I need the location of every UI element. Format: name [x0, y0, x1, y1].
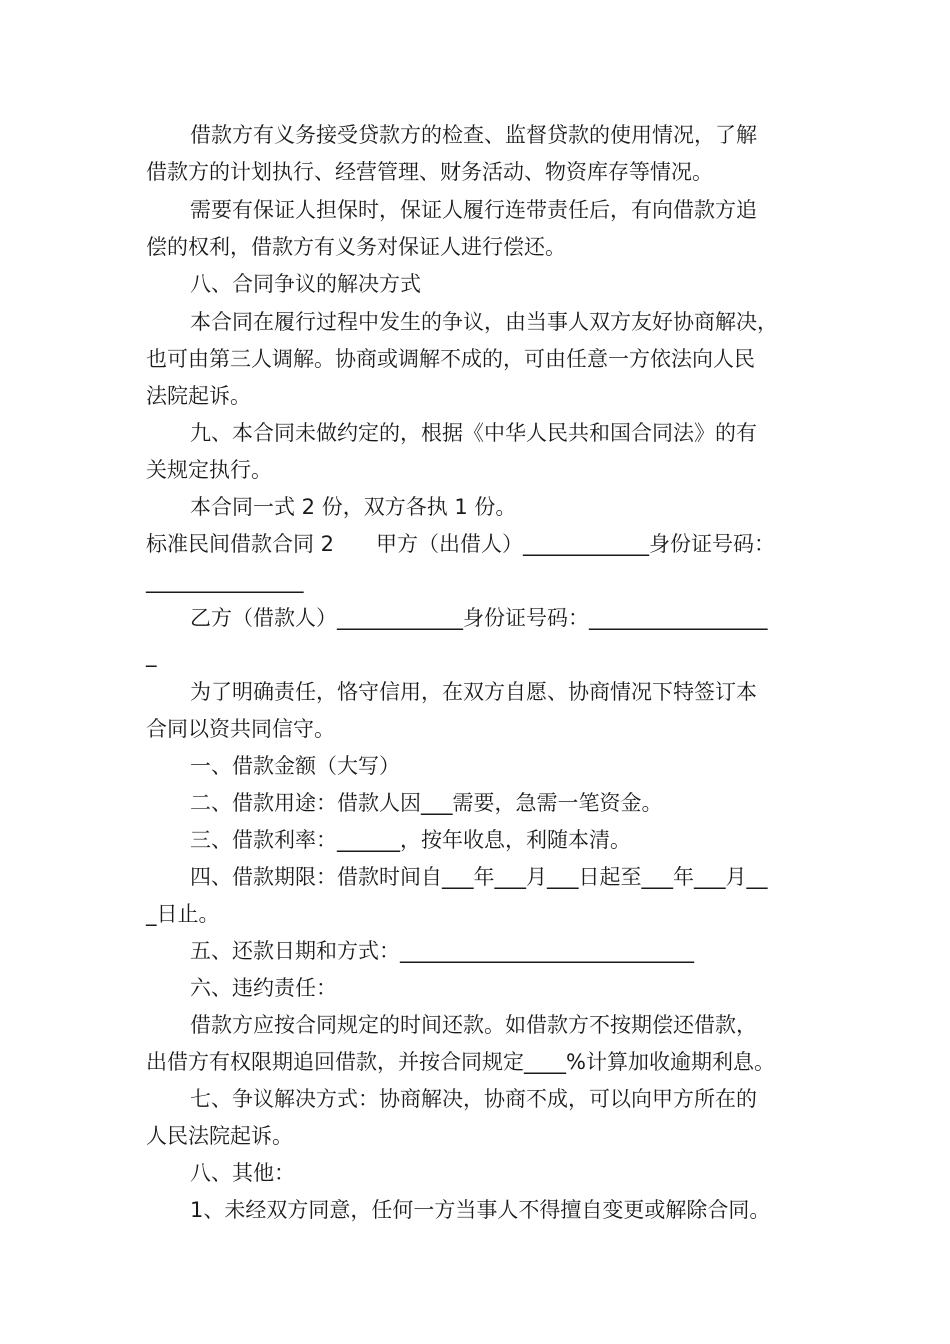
- paragraph-line: 关规定执行。: [146, 458, 272, 482]
- paragraph-line: 人民法院起诉。: [146, 1124, 293, 1148]
- clause-line: 一、借款金额（大写）: [190, 754, 400, 778]
- section-heading: 八、合同争议的解决方式: [190, 272, 421, 296]
- paragraph-line: 借款方应按合同规定的时间还款。如借款方不按期偿还借款，: [190, 1013, 757, 1037]
- clause-line: 1、未经双方同意，任何一方当事人不得擅自变更或解除合同。: [190, 1198, 771, 1222]
- paragraph-line: 出借方有权限期追回借款，并按合同规定____%计算加收逾期利息。: [146, 1050, 775, 1074]
- paragraph-line: 本合同在履行过程中发生的争议，由当事人双方友好协商解决，: [190, 310, 778, 334]
- paragraph-line: 偿的权利，借款方有义务对保证人进行偿还。: [146, 235, 566, 259]
- paragraph-line: 需要有保证人担保时，保证人履行连带责任后，有向借款方追: [190, 198, 757, 222]
- paragraph-line: 本合同一式 2 份，双方各执 1 份。: [190, 495, 517, 519]
- paragraph-line: 合同以资共同信守。: [146, 717, 335, 741]
- blank-line: _______________: [146, 569, 304, 593]
- contract-title-line: 标准民间借款合同 2 甲方（出借人）____________身份证号码：: [146, 532, 776, 556]
- clause-line: 五、还款日期和方式：____________________________: [190, 939, 694, 963]
- clause-line: 四、借款期限：借款时间自___年___月___日起至___年___月__: [190, 865, 768, 889]
- paragraph-line: 借款方的计划执行、经营管理、财务活动、物资库存等情况。: [146, 160, 713, 184]
- party-b-line: 乙方（借款人）____________身份证号码：_________________: [190, 606, 768, 630]
- clause-line: 二、借款用途：借款人因___需要，急需一笔资金。: [190, 791, 663, 815]
- clause-line: 七、争议解决方式：协商解决，协商不成，可以向甲方所在的: [190, 1087, 757, 1111]
- paragraph-line: 为了明确责任，恪守信用，在双方自愿、协商情况下特签订本: [190, 680, 757, 704]
- clause-line: 六、违约责任：: [190, 976, 337, 1000]
- clause-line: 三、借款利率：______，按年收息，利随本清。: [190, 828, 631, 852]
- paragraph-line: 法院起诉。: [146, 384, 251, 408]
- paragraph-line: 也可由第三人调解。协商或调解不成的，可由任意一方依法向人民: [146, 347, 755, 371]
- blank-line: _: [146, 643, 157, 667]
- clause-line: _日止。: [146, 902, 220, 926]
- paragraph-line: 借款方有义务接受贷款方的检查、监督贷款的使用情况，了解: [190, 123, 757, 147]
- section-heading: 九、本合同未做约定的，根据《中华人民共和国合同法》的有: [190, 421, 757, 445]
- clause-line: 八、其他：: [190, 1161, 295, 1185]
